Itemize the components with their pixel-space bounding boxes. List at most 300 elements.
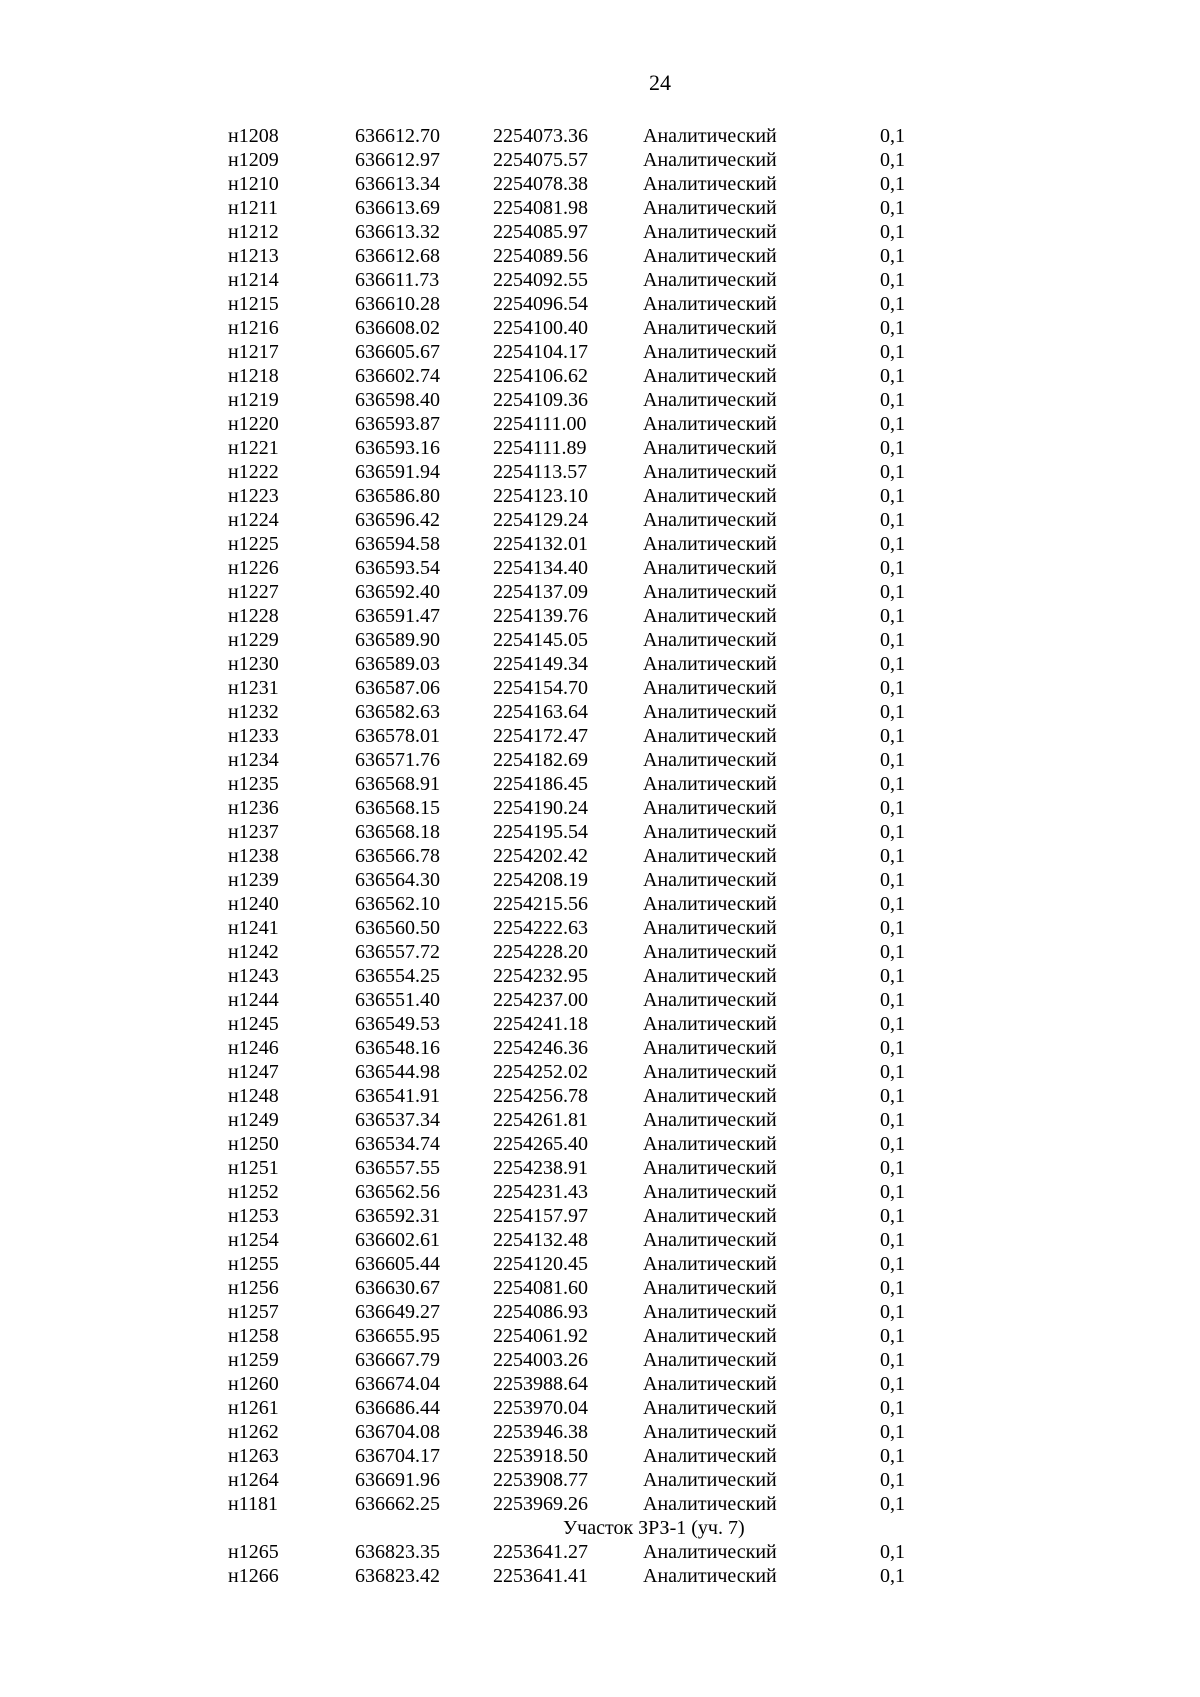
cell-point-id: н1212: [228, 221, 279, 243]
table-row: [0, 1348, 1200, 1372]
table-row: [0, 1036, 1200, 1060]
cell-method: Аналитический: [643, 197, 777, 219]
cell-y-coordinate: 2254157.97: [493, 1205, 588, 1227]
cell-method: Аналитический: [643, 221, 777, 243]
cell-y-coordinate: 2254073.36: [493, 125, 588, 147]
table-row: [0, 436, 1200, 460]
cell-x-coordinate: 636568.18: [355, 821, 440, 843]
table-row: [0, 676, 1200, 700]
cell-method: Аналитический: [643, 557, 777, 579]
table-row: [0, 1444, 1200, 1468]
cell-y-coordinate: 2254137.09: [493, 581, 588, 603]
cell-x-coordinate: 636612.70: [355, 125, 440, 147]
cell-method: Аналитический: [643, 1181, 777, 1203]
table-row: [0, 748, 1200, 772]
cell-method: Аналитический: [643, 293, 777, 315]
cell-point-id: н1239: [228, 869, 279, 891]
cell-x-coordinate: 636534.74: [355, 1133, 440, 1155]
cell-error: 0,1: [880, 989, 905, 1011]
table-row: [0, 1492, 1200, 1516]
cell-method: Аналитический: [643, 365, 777, 387]
cell-x-coordinate: 636602.74: [355, 365, 440, 387]
cell-point-id: н1220: [228, 413, 279, 435]
cell-y-coordinate: 2254149.34: [493, 653, 588, 675]
cell-error: 0,1: [880, 1325, 905, 1347]
cell-error: 0,1: [880, 1349, 905, 1371]
table-row: [0, 412, 1200, 436]
cell-point-id: н1266: [228, 1565, 279, 1587]
cell-method: Аналитический: [643, 341, 777, 363]
cell-point-id: н1242: [228, 941, 279, 963]
cell-error: 0,1: [880, 1469, 905, 1491]
cell-point-id: н1249: [228, 1109, 279, 1131]
cell-y-coordinate: 2254075.57: [493, 149, 588, 171]
cell-method: Аналитический: [643, 773, 777, 795]
cell-method: Аналитический: [643, 1373, 777, 1395]
cell-point-id: н1218: [228, 365, 279, 387]
table-row: [0, 1324, 1200, 1348]
cell-error: 0,1: [880, 1541, 905, 1563]
cell-x-coordinate: 636704.08: [355, 1421, 440, 1443]
cell-method: Аналитический: [643, 485, 777, 507]
cell-point-id: н1223: [228, 485, 279, 507]
table-row: [0, 1180, 1200, 1204]
cell-point-id: н1208: [228, 125, 279, 147]
cell-method: Аналитический: [643, 989, 777, 1011]
cell-point-id: н1231: [228, 677, 279, 699]
cell-y-coordinate: 2254246.36: [493, 1037, 588, 1059]
cell-y-coordinate: 2254208.19: [493, 869, 588, 891]
cell-y-coordinate: 2254106.62: [493, 365, 588, 387]
cell-method: Аналитический: [643, 1037, 777, 1059]
cell-point-id: н1229: [228, 629, 279, 651]
table-row: [0, 1228, 1200, 1252]
cell-error: 0,1: [880, 533, 905, 555]
cell-x-coordinate: 636589.90: [355, 629, 440, 651]
cell-y-coordinate: 2254265.40: [493, 1133, 588, 1155]
cell-error: 0,1: [880, 581, 905, 603]
table-row: [0, 388, 1200, 412]
cell-point-id: н1219: [228, 389, 279, 411]
cell-error: 0,1: [880, 749, 905, 771]
cell-method: Аналитический: [643, 437, 777, 459]
cell-x-coordinate: 636571.76: [355, 749, 440, 771]
coordinates-table: [0, 124, 1200, 1588]
cell-y-coordinate: 2254228.20: [493, 941, 588, 963]
cell-y-coordinate: 2254238.91: [493, 1157, 588, 1179]
cell-method: Аналитический: [643, 413, 777, 435]
cell-x-coordinate: 636686.44: [355, 1397, 440, 1419]
table-row: [0, 1156, 1200, 1180]
cell-point-id: н1217: [228, 341, 279, 363]
cell-x-coordinate: 636586.80: [355, 485, 440, 507]
cell-method: Аналитический: [643, 581, 777, 603]
cell-y-coordinate: 2254202.42: [493, 845, 588, 867]
cell-error: 0,1: [880, 1085, 905, 1107]
cell-point-id: н1209: [228, 149, 279, 171]
cell-method: Аналитический: [643, 125, 777, 147]
cell-point-id: н1251: [228, 1157, 279, 1179]
cell-x-coordinate: 636591.47: [355, 605, 440, 627]
cell-error: 0,1: [880, 1493, 905, 1515]
cell-method: Аналитический: [643, 1565, 777, 1587]
cell-point-id: н1233: [228, 725, 279, 747]
cell-point-id: н1258: [228, 1325, 279, 1347]
cell-method: Аналитический: [643, 1061, 777, 1083]
cell-method: Аналитический: [643, 269, 777, 291]
cell-point-id: н1265: [228, 1541, 279, 1563]
table-row: [0, 364, 1200, 388]
cell-error: 0,1: [880, 1061, 905, 1083]
table-row: [0, 772, 1200, 796]
cell-x-coordinate: 636544.98: [355, 1061, 440, 1083]
cell-error: 0,1: [880, 509, 905, 531]
cell-error: 0,1: [880, 293, 905, 315]
table-row: [0, 244, 1200, 268]
table-row: [0, 1468, 1200, 1492]
cell-x-coordinate: 636560.50: [355, 917, 440, 939]
table-row: [0, 844, 1200, 868]
cell-x-coordinate: 636662.25: [355, 1493, 440, 1515]
cell-error: 0,1: [880, 1013, 905, 1035]
cell-point-id: н1243: [228, 965, 279, 987]
cell-x-coordinate: 636549.53: [355, 1013, 440, 1035]
cell-y-coordinate: 2254078.38: [493, 173, 588, 195]
cell-point-id: н1214: [228, 269, 279, 291]
cell-point-id: н1237: [228, 821, 279, 843]
cell-method: Аналитический: [643, 533, 777, 555]
cell-y-coordinate: 2254132.01: [493, 533, 588, 555]
cell-error: 0,1: [880, 125, 905, 147]
cell-y-coordinate: 2254163.64: [493, 701, 588, 723]
cell-x-coordinate: 636596.42: [355, 509, 440, 531]
table-body-b: [0, 1540, 1200, 1588]
cell-error: 0,1: [880, 797, 905, 819]
cell-point-id: н1259: [228, 1349, 279, 1371]
cell-x-coordinate: 636568.15: [355, 797, 440, 819]
cell-point-id: н1234: [228, 749, 279, 771]
cell-y-coordinate: 2254215.56: [493, 893, 588, 915]
cell-method: Аналитический: [643, 1397, 777, 1419]
cell-method: Аналитический: [643, 173, 777, 195]
cell-x-coordinate: 636562.56: [355, 1181, 440, 1203]
cell-y-coordinate: 2254096.54: [493, 293, 588, 315]
cell-y-coordinate: 2254081.98: [493, 197, 588, 219]
table-row: [0, 700, 1200, 724]
cell-x-coordinate: 636557.55: [355, 1157, 440, 1179]
cell-method: Аналитический: [643, 389, 777, 411]
table-row: [0, 556, 1200, 580]
cell-error: 0,1: [880, 413, 905, 435]
cell-error: 0,1: [880, 1109, 905, 1131]
table-row: [0, 1060, 1200, 1084]
cell-method: Аналитический: [643, 869, 777, 891]
cell-method: Аналитический: [643, 1229, 777, 1251]
table-row: [0, 148, 1200, 172]
cell-point-id: н1245: [228, 1013, 279, 1035]
table-row: [0, 1084, 1200, 1108]
cell-error: 0,1: [880, 605, 905, 627]
cell-method: Аналитический: [643, 245, 777, 267]
cell-x-coordinate: 636823.35: [355, 1541, 440, 1563]
cell-x-coordinate: 636548.16: [355, 1037, 440, 1059]
table-row: [0, 796, 1200, 820]
cell-x-coordinate: 636592.40: [355, 581, 440, 603]
cell-y-coordinate: 2254222.63: [493, 917, 588, 939]
cell-method: Аналитический: [643, 677, 777, 699]
cell-method: Аналитический: [643, 1013, 777, 1035]
cell-point-id: н1232: [228, 701, 279, 723]
cell-y-coordinate: 2254081.60: [493, 1277, 588, 1299]
cell-point-id: н1181: [228, 1493, 278, 1515]
cell-method: Аналитический: [643, 1325, 777, 1347]
cell-method: Аналитический: [643, 917, 777, 939]
cell-point-id: н1260: [228, 1373, 279, 1395]
cell-point-id: н1255: [228, 1253, 279, 1275]
cell-error: 0,1: [880, 629, 905, 651]
cell-error: 0,1: [880, 653, 905, 675]
cell-y-coordinate: 2254061.92: [493, 1325, 588, 1347]
cell-point-id: н1222: [228, 461, 279, 483]
cell-x-coordinate: 636566.78: [355, 845, 440, 867]
cell-y-coordinate: 2254186.45: [493, 773, 588, 795]
cell-x-coordinate: 636630.67: [355, 1277, 440, 1299]
cell-y-coordinate: 2254195.54: [493, 821, 588, 843]
cell-x-coordinate: 636568.91: [355, 773, 440, 795]
cell-y-coordinate: 2254256.78: [493, 1085, 588, 1107]
table-row: [0, 1276, 1200, 1300]
cell-method: Аналитический: [643, 1205, 777, 1227]
cell-x-coordinate: 636667.79: [355, 1349, 440, 1371]
section-title: [0, 1516, 1200, 1540]
table-row: [0, 1372, 1200, 1396]
cell-point-id: н1224: [228, 509, 279, 531]
cell-x-coordinate: 636704.17: [355, 1445, 440, 1467]
table-row: [0, 868, 1200, 892]
cell-x-coordinate: 636554.25: [355, 965, 440, 987]
cell-method: Аналитический: [643, 1349, 777, 1371]
table-body-a: [0, 124, 1200, 1516]
table-row: [0, 1252, 1200, 1276]
table-row: [0, 1564, 1200, 1588]
table-row: [0, 460, 1200, 484]
cell-x-coordinate: 636605.44: [355, 1253, 440, 1275]
cell-error: 0,1: [880, 173, 905, 195]
table-row: [0, 652, 1200, 676]
cell-x-coordinate: 636551.40: [355, 989, 440, 1011]
cell-y-coordinate: 2254100.40: [493, 317, 588, 339]
cell-x-coordinate: 636602.61: [355, 1229, 440, 1251]
cell-x-coordinate: 636613.69: [355, 197, 440, 219]
cell-y-coordinate: 2254182.69: [493, 749, 588, 771]
cell-method: Аналитический: [643, 1541, 777, 1563]
cell-y-coordinate: 2253946.38: [493, 1421, 588, 1443]
table-row: [0, 916, 1200, 940]
table-row: [0, 316, 1200, 340]
table-row: [0, 1300, 1200, 1324]
cell-method: Аналитический: [643, 1445, 777, 1467]
cell-y-coordinate: 2254085.97: [493, 221, 588, 243]
cell-point-id: н1225: [228, 533, 279, 555]
cell-y-coordinate: 2254111.89: [493, 437, 587, 459]
cell-point-id: н1253: [228, 1205, 279, 1227]
cell-error: 0,1: [880, 221, 905, 243]
cell-y-coordinate: 2254109.36: [493, 389, 588, 411]
table-row: [0, 628, 1200, 652]
cell-error: 0,1: [880, 893, 905, 915]
table-row: [0, 1204, 1200, 1228]
cell-error: 0,1: [880, 965, 905, 987]
cell-point-id: н1246: [228, 1037, 279, 1059]
cell-y-coordinate: 2254237.00: [493, 989, 588, 1011]
cell-method: Аналитический: [643, 749, 777, 771]
cell-error: 0,1: [880, 365, 905, 387]
cell-y-coordinate: 2254252.02: [493, 1061, 588, 1083]
cell-method: Аналитический: [643, 605, 777, 627]
cell-error: 0,1: [880, 1397, 905, 1419]
cell-x-coordinate: 636605.67: [355, 341, 440, 363]
cell-y-coordinate: 2253908.77: [493, 1469, 588, 1491]
cell-error: 0,1: [880, 461, 905, 483]
cell-error: 0,1: [880, 1229, 905, 1251]
cell-error: 0,1: [880, 917, 905, 939]
cell-point-id: н1235: [228, 773, 279, 795]
cell-error: 0,1: [880, 317, 905, 339]
cell-x-coordinate: 636612.97: [355, 149, 440, 171]
cell-x-coordinate: 636582.63: [355, 701, 440, 723]
cell-point-id: н1215: [228, 293, 279, 315]
cell-method: Аналитический: [643, 1133, 777, 1155]
cell-error: 0,1: [880, 1157, 905, 1179]
cell-method: Аналитический: [643, 1493, 777, 1515]
cell-y-coordinate: 2254241.18: [493, 1013, 588, 1035]
cell-error: 0,1: [880, 869, 905, 891]
page-number: 24: [649, 70, 671, 95]
cell-method: Аналитический: [643, 653, 777, 675]
table-row: [0, 268, 1200, 292]
cell-x-coordinate: 636589.03: [355, 653, 440, 675]
cell-x-coordinate: 636557.72: [355, 941, 440, 963]
cell-error: 0,1: [880, 1181, 905, 1203]
table-row: [0, 964, 1200, 988]
cell-y-coordinate: 2254111.00: [493, 413, 587, 435]
cell-error: 0,1: [880, 1253, 905, 1275]
cell-x-coordinate: 636610.28: [355, 293, 440, 315]
cell-y-coordinate: 2254003.26: [493, 1349, 588, 1371]
cell-error: 0,1: [880, 821, 905, 843]
table-row: [0, 892, 1200, 916]
cell-x-coordinate: 636655.95: [355, 1325, 440, 1347]
cell-point-id: н1261: [228, 1397, 279, 1419]
cell-point-id: н1236: [228, 797, 279, 819]
cell-point-id: н1247: [228, 1061, 279, 1083]
cell-error: 0,1: [880, 1565, 905, 1587]
cell-x-coordinate: 636537.34: [355, 1109, 440, 1131]
table-row: [0, 1108, 1200, 1132]
table-row: [0, 1396, 1200, 1420]
cell-x-coordinate: 636613.32: [355, 221, 440, 243]
cell-error: 0,1: [880, 941, 905, 963]
cell-x-coordinate: 636564.30: [355, 869, 440, 891]
cell-point-id: н1210: [228, 173, 279, 195]
cell-point-id: н1221: [228, 437, 279, 459]
cell-method: Аналитический: [643, 1301, 777, 1323]
table-row: [0, 484, 1200, 508]
cell-point-id: н1244: [228, 989, 279, 1011]
table-row: [0, 724, 1200, 748]
table-row: [0, 1012, 1200, 1036]
cell-x-coordinate: 636578.01: [355, 725, 440, 747]
cell-point-id: н1263: [228, 1445, 279, 1467]
cell-y-coordinate: 2253918.50: [493, 1445, 588, 1467]
cell-y-coordinate: 2254120.45: [493, 1253, 588, 1275]
cell-error: 0,1: [880, 341, 905, 363]
cell-method: Аналитический: [643, 1277, 777, 1299]
cell-error: 0,1: [880, 437, 905, 459]
cell-y-coordinate: 2253970.04: [493, 1397, 588, 1419]
cell-y-coordinate: 2254231.43: [493, 1181, 588, 1203]
cell-error: 0,1: [880, 1037, 905, 1059]
cell-point-id: н1241: [228, 917, 279, 939]
cell-method: Аналитический: [643, 893, 777, 915]
cell-error: 0,1: [880, 1421, 905, 1443]
cell-method: Аналитический: [643, 509, 777, 531]
cell-error: 0,1: [880, 1133, 905, 1155]
cell-y-coordinate: 2254092.55: [493, 269, 588, 291]
cell-error: 0,1: [880, 701, 905, 723]
cell-method: Аналитический: [643, 629, 777, 651]
cell-method: Аналитический: [643, 149, 777, 171]
cell-x-coordinate: 636674.04: [355, 1373, 440, 1395]
cell-x-coordinate: 636613.34: [355, 173, 440, 195]
cell-y-coordinate: 2254123.10: [493, 485, 588, 507]
cell-y-coordinate: 2254113.57: [493, 461, 588, 483]
cell-method: Аналитический: [643, 1253, 777, 1275]
cell-x-coordinate: 636691.96: [355, 1469, 440, 1491]
cell-point-id: н1227: [228, 581, 279, 603]
cell-error: 0,1: [880, 1301, 905, 1323]
cell-y-coordinate: 2254104.17: [493, 341, 588, 363]
cell-method: Аналитический: [643, 797, 777, 819]
cell-x-coordinate: 636591.94: [355, 461, 440, 483]
cell-point-id: н1211: [228, 197, 278, 219]
cell-error: 0,1: [880, 1445, 905, 1467]
cell-point-id: н1252: [228, 1181, 279, 1203]
cell-y-coordinate: 2253969.26: [493, 1493, 588, 1515]
cell-y-coordinate: 2254232.95: [493, 965, 588, 987]
table-row: [0, 604, 1200, 628]
cell-y-coordinate: 2254261.81: [493, 1109, 588, 1131]
cell-y-coordinate: 2254154.70: [493, 677, 588, 699]
cell-error: 0,1: [880, 149, 905, 171]
cell-method: Аналитический: [643, 821, 777, 843]
cell-error: 0,1: [880, 1373, 905, 1395]
table-row: [0, 292, 1200, 316]
cell-error: 0,1: [880, 485, 905, 507]
cell-y-coordinate: 2254172.47: [493, 725, 588, 747]
cell-point-id: н1262: [228, 1421, 279, 1443]
cell-x-coordinate: 636587.06: [355, 677, 440, 699]
cell-error: 0,1: [880, 677, 905, 699]
cell-error: 0,1: [880, 245, 905, 267]
table-row: [0, 340, 1200, 364]
table-row: [0, 220, 1200, 244]
section-title-text: Участок ЗРЗ-1 (уч. 7): [563, 1517, 745, 1539]
cell-point-id: н1216: [228, 317, 279, 339]
table-row: [0, 940, 1200, 964]
table-row: [0, 1420, 1200, 1444]
cell-point-id: н1254: [228, 1229, 279, 1251]
